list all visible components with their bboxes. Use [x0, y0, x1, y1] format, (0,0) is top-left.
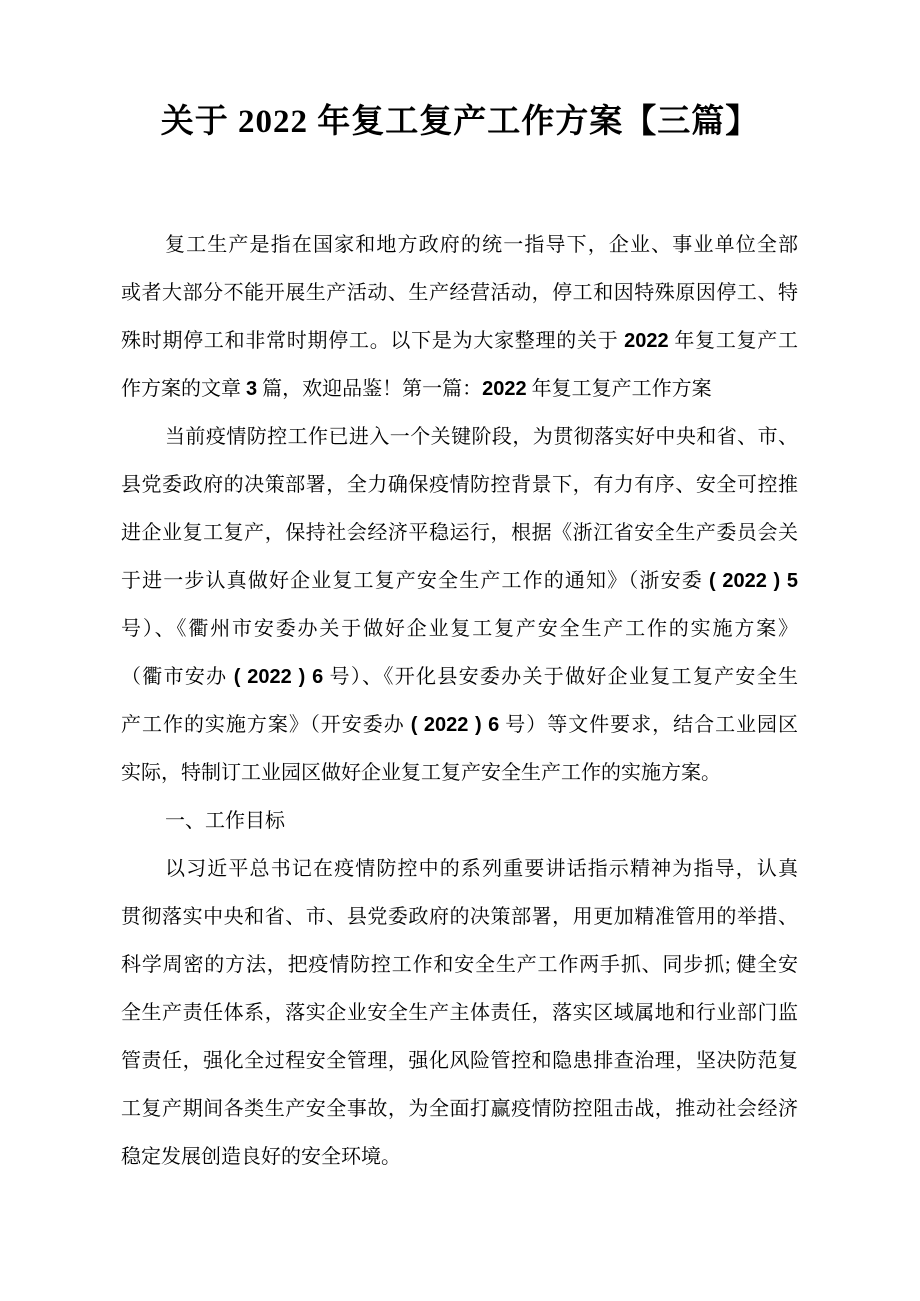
text-segment: 实际，特制订工业园区做好企业复工复产安全生产工作的实施方案。 [121, 762, 721, 784]
text-segment: 年复工复产工 [668, 330, 798, 352]
text-segment: 当前疫情防控工作已进入一个关键阶段，为贯彻落实好中央和省、市、 [165, 426, 798, 448]
bold-text-segment: ( 2022 ) 6 [410, 714, 500, 736]
text-segment: 县党委政府的决策部署，全力确保疫情防控背景下，有力有序、安全可控推 [121, 474, 798, 496]
bold-text-segment: ( 2022 ) 5 [708, 570, 798, 592]
text-line [121, 413, 798, 461]
text-segment: 年复工复产工作方案 [526, 378, 712, 400]
text-segment: 全生产责任体系，落实企业安全生产主体责任，落实区域属地和行业部门监 [121, 1002, 798, 1024]
text-line [121, 845, 798, 893]
text-line [121, 701, 798, 749]
text-segment: 或者大部分不能开展生产活动、生产经营活动，停工和因特殊原因停工、特 [121, 282, 798, 304]
text-segment: 进企业复工复产，保持社会经济平稳运行，根据《浙江省安全生产委员会关 [121, 522, 798, 544]
text-segment: 科学周密的方法，把疫情防控工作和安全生产工作两手抓、同步抓; 健全安 [121, 954, 798, 976]
text-line [121, 1037, 798, 1085]
text-segment: 管责任，强化全过程安全管理，强化风险管控和隐患排查治理，坚决防范复 [121, 1050, 798, 1072]
text-segment: 复工生产是指在国家和地方政府的统一指导下，企业、事业单位全部 [165, 234, 798, 256]
text-segment: 号）、《衢州市安委办关于做好企业复工复产安全生产工作的实施方案》 [121, 618, 798, 640]
document-title: 关于 2022 年复工复产工作方案【三篇】 [160, 104, 760, 140]
text-segment: 于进一步认真做好企业复工复产安全生产工作的通知》（浙安委 [121, 570, 709, 592]
text-segment: 作方案的文章 [121, 378, 246, 400]
text-line [121, 269, 798, 317]
bold-text-segment: 3 [246, 378, 258, 400]
text-segment: 稳定发展创造良好的安全环境。 [121, 1146, 401, 1168]
text-segment: 工复产期间各类生产安全事故，为全面打赢疫情防控阻击战，推动社会经济 [121, 1098, 798, 1120]
text-line [121, 461, 798, 509]
document-body [121, 221, 798, 1181]
text-line [121, 557, 798, 605]
text-segment: （衢市安办 [121, 666, 234, 688]
text-line [121, 365, 798, 413]
text-line [121, 989, 798, 1037]
bold-text-segment: ( 2022 ) 6 [233, 666, 324, 688]
bold-text-segment: 2022 [624, 330, 669, 352]
text-line [121, 893, 798, 941]
bold-text-segment: 2022 [482, 378, 527, 400]
text-line [121, 1133, 798, 1181]
text-line [121, 653, 798, 701]
text-segment: 号）等文件要求，结合工业园区 [499, 714, 798, 736]
text-line [121, 1085, 798, 1133]
text-line [121, 941, 798, 989]
text-line [121, 605, 798, 653]
text-segment: 贯彻落实中央和省、市、县党委政府的决策部署，用更加精准管用的举措、 [121, 906, 798, 928]
text-segment: 篇，欢迎品鉴！第一篇： [257, 378, 483, 400]
text-line [121, 749, 798, 797]
text-line [121, 221, 798, 269]
text-line [121, 509, 798, 557]
text-segment: 号）、《开化县安委办关于做好企业复工复产安全生 [323, 666, 798, 688]
text-segment: 产工作的实施方案》（开安委办 [121, 714, 411, 736]
text-segment: 殊时期停工和非常时期停工。以下是为大家整理的关于 [121, 330, 625, 352]
text-line [121, 317, 798, 365]
text-segment: 一、工作目标 [165, 810, 285, 832]
text-line [121, 797, 798, 845]
text-segment: 以习近平总书记在疫情防控中的系列重要讲话指示精神为指导，认真 [165, 858, 798, 880]
